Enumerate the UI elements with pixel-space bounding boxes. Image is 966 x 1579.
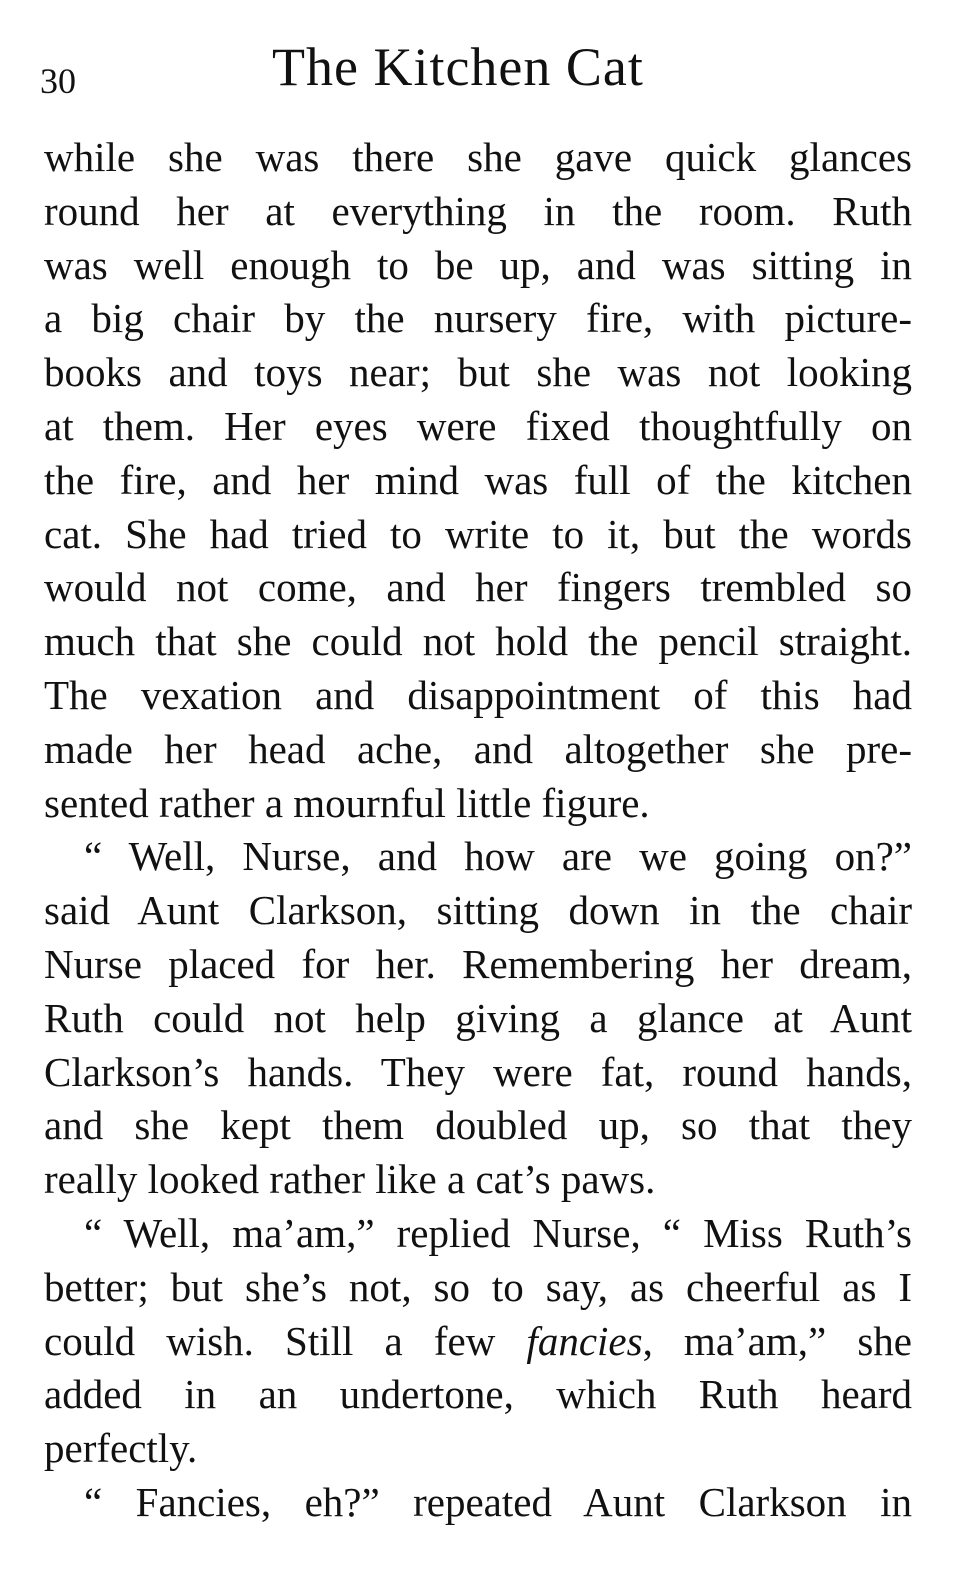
text-line: a big chair by the nursery fire, with picture- xyxy=(44,295,912,342)
text-line: at them. Her eyes were fixed thoughtfully on xyxy=(44,402,912,449)
text-line: was well enough to be up, and was sitting in xyxy=(44,241,912,288)
italic-word: fancies xyxy=(526,1317,643,1364)
text-line: really looked rather like a cat’s paws. xyxy=(44,1156,656,1203)
text-line: the fire, and her mind was full of the kitchen xyxy=(44,456,912,503)
text-line: said Aunt Clarkson, sitting down in the chair xyxy=(44,887,912,934)
text-line: much that she could not hold the pencil straight. xyxy=(44,618,912,665)
text-line: Nurse placed for her. Remembering her dream, xyxy=(44,940,912,987)
text-line: cat. She had tried to write to it, but the words xyxy=(44,510,912,557)
body-text xyxy=(44,131,912,1530)
text-line: while she was there she gave quick glances xyxy=(44,134,912,180)
text-line: sented rather a mournful little figure. xyxy=(44,779,650,826)
text-line-with-italic xyxy=(44,1315,912,1369)
page-header xyxy=(40,36,920,106)
text-line: “ Fancies, eh?” repeated Aunt Clarkson in xyxy=(84,1478,912,1525)
text-line: “ Well, Nurse, and how are we going on?” xyxy=(84,833,912,880)
text-line: added in an undertone, which Ruth heard xyxy=(44,1371,912,1418)
text-line: books and toys near; but she was not looking xyxy=(44,349,912,396)
text-line: The vexation and disappointment of this had xyxy=(44,671,912,718)
text-line: “ Well, ma’am,” replied Nurse, “ Miss Ruth’s xyxy=(84,1209,912,1256)
text-line: made her head ache, and altogether she pre- xyxy=(44,725,912,772)
text-line: Clarkson’s hands. They were fat, round hands, xyxy=(44,1048,912,1095)
text-line: better; but she’s not, so to say, as cheerful as I xyxy=(44,1263,912,1310)
text-segment: could wish. Still a few xyxy=(44,1317,527,1364)
running-title: The Kitchen Cat xyxy=(272,37,644,97)
text-segment: , ma’am,” she xyxy=(642,1317,912,1364)
text-line: Ruth could not help giving a glance at Aunt xyxy=(44,994,912,1041)
page-number: 30 xyxy=(40,61,76,101)
text-line: round her at everything in the room. Ruth xyxy=(44,187,912,234)
text-line: and she kept them doubled up, so that they xyxy=(44,1102,912,1149)
text-line: would not come, and her fingers trembled so xyxy=(44,564,912,611)
text-line: perfectly. xyxy=(44,1425,198,1472)
